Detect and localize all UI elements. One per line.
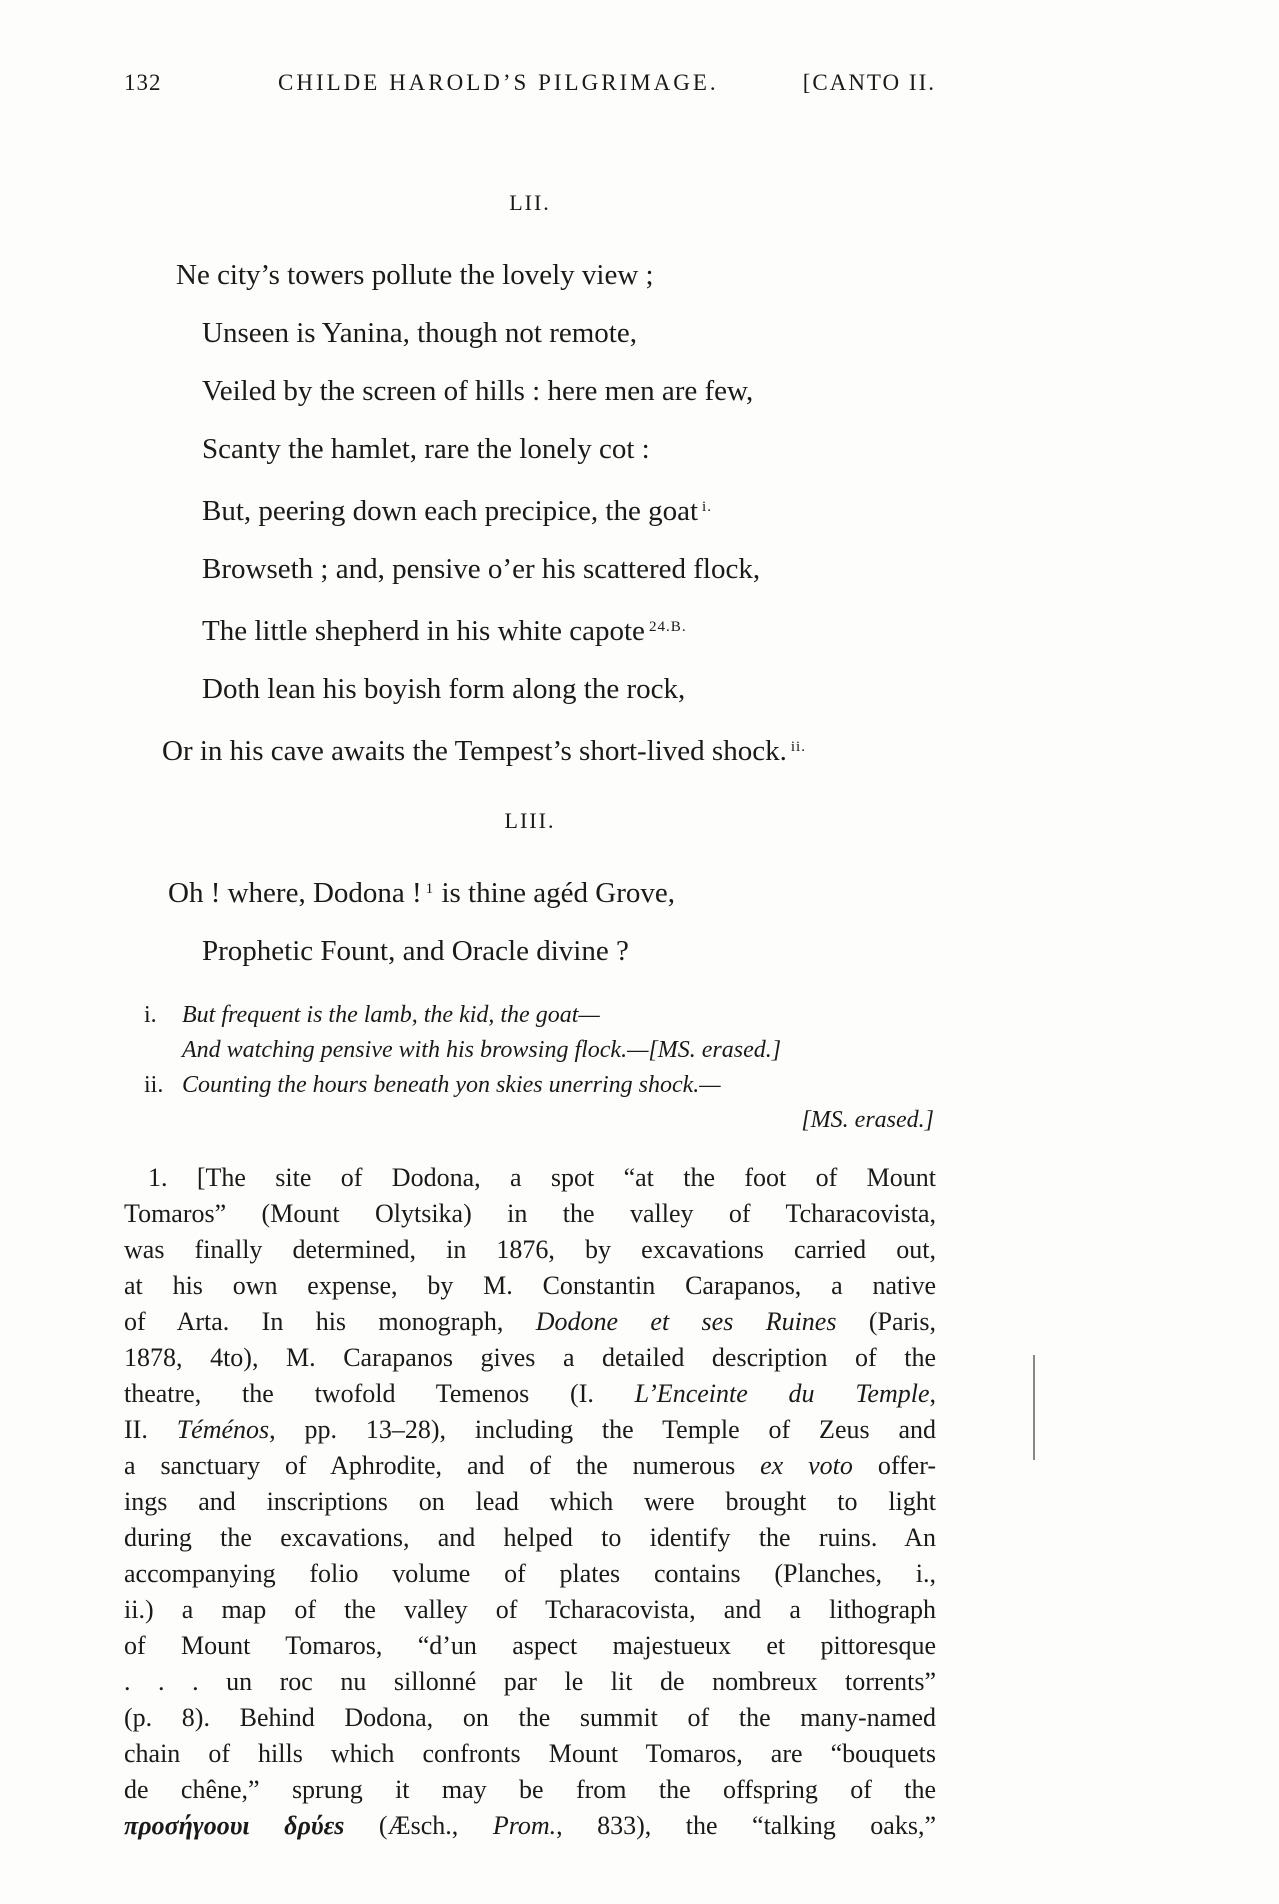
text-segment: , bbox=[929, 1379, 936, 1408]
text-segment: accompanying folio volume of plates contains (Planches, i., bbox=[124, 1559, 936, 1588]
footnote-line bbox=[124, 1736, 936, 1772]
stanza-52-lines bbox=[124, 246, 936, 780]
text-segment: Tomaros” (Mount Olytsika) in the valley of Tcharacovista, bbox=[124, 1199, 936, 1228]
footnote-line bbox=[124, 1628, 936, 1664]
text-segment: Téménos bbox=[176, 1415, 270, 1444]
stanza-number: LIII. bbox=[504, 808, 556, 833]
text-segment: chain of hills which confronts Mount Tomaros, are “bouquets bbox=[124, 1739, 936, 1768]
footnote-reference-mark: i. bbox=[702, 499, 712, 515]
text-segment: And watching pensive with his browsing flock.—[MS. erased.] bbox=[182, 1037, 782, 1063]
stanza-53-lines bbox=[124, 860, 936, 980]
variant-note-label: i. bbox=[144, 1002, 157, 1028]
text-segment: (Paris, bbox=[836, 1307, 937, 1336]
text-segment: (Æsch., bbox=[344, 1811, 493, 1840]
text-segment: ex voto bbox=[760, 1451, 853, 1480]
footnote-line bbox=[124, 1340, 936, 1376]
editor-footnote bbox=[124, 1160, 936, 1844]
text-segment: , pp. 13–28), including the Temple of Zeus and bbox=[269, 1415, 936, 1444]
poem-line bbox=[124, 420, 936, 478]
text-segment: 1878, 4to), M. Carapanos gives a detailed description of the bbox=[124, 1343, 936, 1372]
scan-artifact-line bbox=[1033, 1355, 1035, 1460]
footnote-line bbox=[124, 1376, 936, 1412]
footnote-line bbox=[124, 1412, 936, 1448]
text-segment: Prom. bbox=[492, 1811, 557, 1840]
footnote-reference-mark: ii. bbox=[790, 739, 806, 756]
poem-line bbox=[124, 362, 936, 420]
text-segment: was finally determined, in 1876, by excavations carried out, bbox=[124, 1235, 936, 1264]
text-segment: Doth lean his boyish form along the rock, bbox=[202, 673, 686, 706]
text-segment: is thine agéd Grove, bbox=[434, 877, 676, 910]
text-segment: of Arta. In his monograph, bbox=[124, 1307, 536, 1336]
footnote-line bbox=[124, 1772, 936, 1808]
poem-line bbox=[124, 860, 936, 922]
text-segment: [MS. erased.] bbox=[801, 1107, 934, 1133]
text-segment: . . . un roc nu sillonné par le lit de nombreux torrents” bbox=[124, 1667, 936, 1696]
footnote-line bbox=[124, 1808, 936, 1844]
poem-line bbox=[124, 478, 936, 540]
footnote-line bbox=[124, 1592, 936, 1628]
poem-line bbox=[124, 660, 936, 718]
text-segment: Prophetic Fount, and Oracle divine ? bbox=[202, 935, 629, 968]
stanza-number: LII. bbox=[509, 190, 551, 215]
text-segment: Browseth ; and, pensive o’er his scattered flock, bbox=[202, 553, 761, 586]
text-segment: theatre, the twofold Temenos (I. bbox=[124, 1379, 635, 1408]
footnote-line bbox=[124, 1520, 936, 1556]
stanza-52 bbox=[124, 190, 936, 780]
variant-note-line bbox=[124, 1103, 936, 1138]
text-segment: ii.) a map of the valley of Tcharacovista, and a lithograph bbox=[124, 1595, 936, 1624]
variant-note-line bbox=[124, 1068, 936, 1103]
footnote-line bbox=[124, 1268, 936, 1304]
footnote-line bbox=[124, 1484, 936, 1520]
footnote-reference-mark: 1 bbox=[425, 881, 435, 897]
text-segment: Ne city’s towers pollute the lovely view ; bbox=[176, 259, 654, 291]
canto-label: [CANTO II. bbox=[802, 70, 936, 95]
poem-line bbox=[124, 718, 936, 780]
text-segment: a sanctuary of Aphrodite, and of the numerous bbox=[124, 1451, 761, 1480]
variant-note-line bbox=[124, 1033, 936, 1068]
footnote-reference-mark: 24.B. bbox=[648, 619, 687, 636]
footnote-line bbox=[124, 1700, 936, 1736]
poem-line bbox=[124, 304, 936, 362]
poem-line bbox=[124, 246, 936, 304]
footnote-line bbox=[124, 1196, 936, 1232]
poem-line bbox=[124, 598, 936, 660]
text-segment: Or in his cave awaits the Tempest’s short-lived shock. bbox=[162, 735, 787, 768]
text-segment: Scanty the hamlet, rare the lonely cot : bbox=[202, 433, 650, 465]
text-segment: 1. [The site of Dodona, a spot “at the foot of Mount bbox=[148, 1163, 936, 1192]
text-segment: Unseen is Yanina, though not remote, bbox=[202, 317, 637, 349]
stanza-53 bbox=[124, 808, 936, 980]
text-segment: L’Enceinte du Temple bbox=[634, 1379, 930, 1408]
footnote-line bbox=[124, 1664, 936, 1700]
text-segment: II. bbox=[124, 1415, 177, 1444]
text-segment: at his own expense, by M. Constantin Carapanos, a native bbox=[124, 1271, 936, 1300]
text-segment: Oh ! where, Dodona ! bbox=[168, 877, 422, 910]
footnote-line bbox=[124, 1556, 936, 1592]
footnote-line bbox=[124, 1160, 936, 1196]
text-segment: Counting the hours beneath yon skies unerring shock.— bbox=[182, 1072, 721, 1098]
running-header bbox=[124, 70, 936, 96]
footnote-line bbox=[124, 1304, 936, 1340]
footnote-line bbox=[124, 1448, 936, 1484]
running-title: CHILDE HAROLD’S PILGRIMAGE. bbox=[278, 70, 719, 95]
text-segment: ings and inscriptions on lead which were brought to light bbox=[124, 1487, 936, 1516]
text-segment: (p. 8). Behind Dodona, on the summit of the many-named bbox=[124, 1703, 936, 1732]
text-segment: But frequent is the lamb, the kid, the goat— bbox=[182, 1002, 600, 1028]
text-segment: of Mount Tomaros, “d’un aspect majestueux et pittoresque bbox=[124, 1631, 936, 1660]
text-segment: The little shepherd in his white capote bbox=[202, 615, 645, 648]
text-segment: during the excavations, and helped to identify the ruins. An bbox=[124, 1523, 936, 1552]
footnote-line bbox=[124, 1232, 936, 1268]
text-segment: But, peering down each precipice, the goat bbox=[202, 495, 699, 528]
variant-note-label: ii. bbox=[144, 1072, 164, 1098]
text-segment: Veiled by the screen of hills : here men are few, bbox=[202, 375, 754, 407]
text-segment: de chêne,” sprung it may be from the offspring of the bbox=[124, 1775, 936, 1804]
variant-note-line bbox=[124, 998, 936, 1033]
text-segment: προσήγοουι δρύεs bbox=[124, 1811, 345, 1840]
page-number: 132 bbox=[124, 70, 162, 95]
manuscript-variant-notes bbox=[124, 998, 936, 1138]
text-segment: , 833), the “talking oaks,” bbox=[556, 1811, 936, 1840]
text-segment: offer- bbox=[852, 1451, 937, 1480]
poem-line bbox=[124, 922, 936, 980]
text-segment: Dodone et ses Ruines bbox=[535, 1307, 837, 1336]
poem-line bbox=[124, 540, 936, 598]
